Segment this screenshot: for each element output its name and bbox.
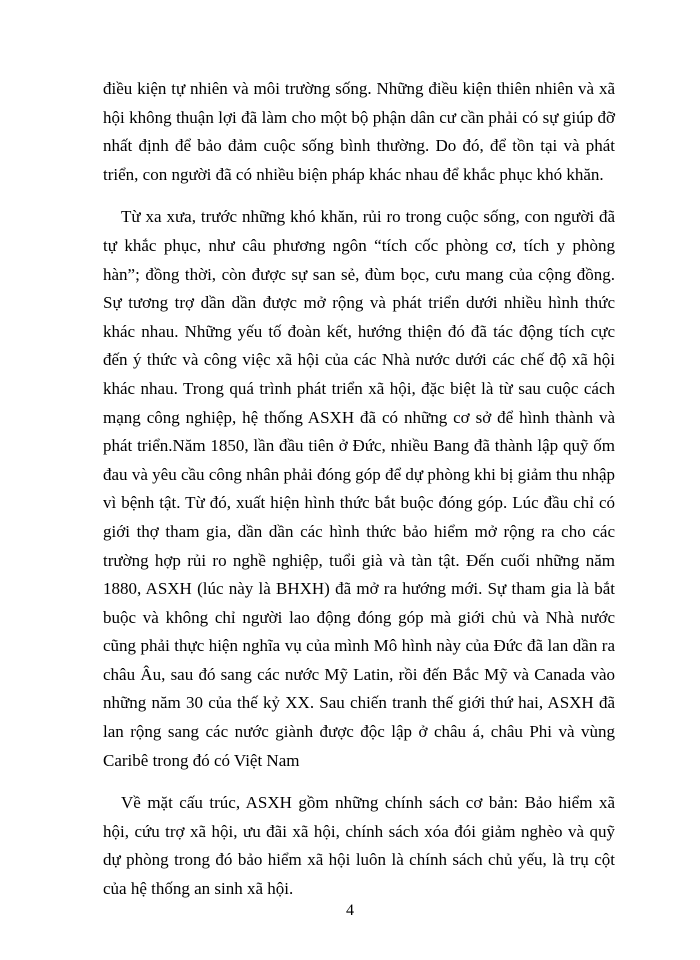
paragraph-continuation: điều kiện tự nhiên và môi trường sống. Những điều kiện thiên nhiên và xã hội không thuận lợi đã làm cho một bộ phận dân cư cần phải có sự giúp đỡ nhất định để bảo đảm cuộc sống bình thường. Do đó, để tồn tại và phát triển, con người đã có nhiều biện pháp khác nhau để khắc phục khó khăn. — [103, 79, 615, 184]
page-number: 4 — [346, 902, 354, 919]
document-body — [103, 75, 615, 904]
paragraph-structure: Về mặt cấu trúc, ASXH gồm những chính sách cơ bản: Bảo hiểm xã hội, cứu trợ xã hội, ưu đãi xã hội, chính sách xóa đói giảm nghèo và quỹ dự phòng trong đó bảo hiểm xã hội luôn là chính sách chủ yếu, là trụ cột của hệ thống an sinh xã hội. — [103, 793, 615, 899]
paragraph-history: Từ xa xưa, trước những khó khăn, rủi ro trong cuộc sống, con người đã tự khắc phục, như câu phương ngôn “tích cốc phòng cơ, tích y phòng hàn”; đồng thời, còn được sự san sẻ, đùm bọc, cưu mang của cộng đồng. Sự tương trợ dần dần được mở rộng và phát triển dưới nhiều hình thức khác nhau. Những yếu tố đoàn kết, hướng thiện đó đã tác động tích cực đến ý thức và công việc xã hội của các Nhà nước dưới các chế độ xã hội khác nhau. Trong quá trình phát triển xã hội, đặc biệt là từ sau cuộc cách mạng công nghiệp, hệ thống ASXH đã có những cơ sở để hình thành và phát triển.Năm 1850, lần đầu tiên ở Đức, nhiều Bang đã thành lập quỹ ốm đau và yêu cầu công nhân phải đóng góp để dự phòng khi bị giảm thu nhập vì bệnh tật. Từ đó, xuất hiện hình thức bắt buộc đóng góp. Lúc đầu chỉ có giới thợ tham gia, dần dần các hình thức bảo hiểm mở rộng ra cho các trường hợp rủi ro nghề nghiệp, tuổi già và tàn tật. Đến cuối những năm 1880, ASXH (lúc này là BHXH) đã mở ra hướng mới. Sự tham gia là bắt buộc và không chỉ người lao động đóng góp mà giới chủ và Nhà nước cũng phải thực hiện nghĩa vụ của mình Mô hình này của Đức đã lan dần ra châu Âu, sau đó sang các nước Mỹ Latin, rồi đến Bắc Mỹ và Canada vào những năm 30 của thế kỷ XX. Sau chiến tranh thế giới thứ hai, ASXH đã lan rộng sang các nước giành được độc lập ở châu á, châu Phi và vùng Caribê trong đó có Việt Nam — [103, 207, 615, 770]
